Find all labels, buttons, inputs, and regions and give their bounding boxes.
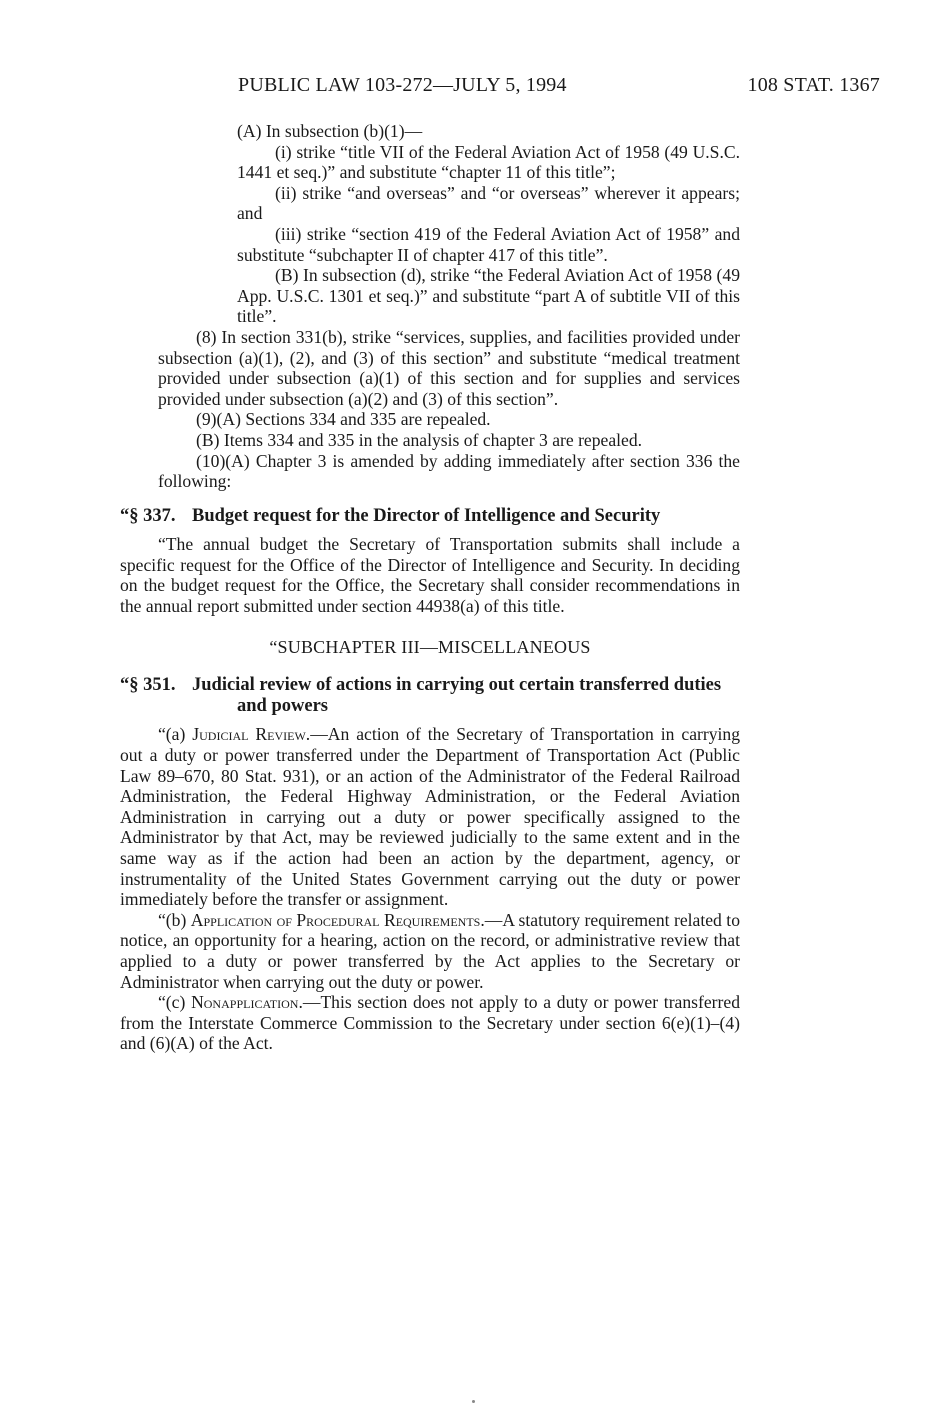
section-337-heading [120,506,740,527]
section-351-heading [120,675,740,716]
subsection-c-text: —This section does not apply to a duty or power transferred from the Interstate Commerce Commission to the Secretary under section 6(e)(1)–(4) and (6)(A) of the Act. [120,992,740,1054]
section-337-number: “§ 337. [120,505,176,526]
section-351-title: Judicial review of actions in carrying out certain transferred duties and powers [192,675,722,716]
subsection-b-text: —A statutory requirement related to notice, an opportunity for a hearing, action on the record, or administrative review that applied to a duty or power transferred by the Act applies to the Secretary or Administrator when carrying out the duty or power. [120,909,740,992]
subsection-c-prefix: “(c) [158,992,186,1013]
paragraph-a-subsection: (A) In subsection (b)(1)— [237,121,423,141]
paragraph-10a: (10)(A) Chapter 3 is amended by adding immediately after section 336 the following: [158,450,740,492]
section-337-text: “The annual budget the Secretary of Transportation submits shall include a specific request for the Office of the Director of Intelligence and Security. In deciding on the budget request for the Office, the Secretary shall consider recommendations in the annual report submitted under section 44938(a) of this title. [120,534,740,617]
section-337-title: Budget request for the Director of Intelligence and Security [192,505,661,526]
section-351-number: “§ 351. [120,675,176,696]
paragraph-9a: (9)(A) Sections 334 and 335 are repealed. [196,409,491,430]
section-351-subsection-b [120,910,740,992]
document-body [120,121,740,1054]
paragraph-i: (i) strike “title VII of the Federal Aviation Act of 1958 (49 U.S.C. 1441 et seq.)” and substitute “chapter 11 of this title”; [237,141,740,183]
paragraph-ii: (ii) strike “and overseas” and “or overseas” wherever it appears; and [237,182,740,224]
subsection-b-prefix: “(b) [158,909,187,930]
subsection-b-label: Application of Procedural Requirements. [190,909,485,930]
paragraph-8: (8) In section 331(b), strike “services, supplies, and facilities provided under subsection (a)(1), (2), and (3) of this section” and substitute “medical treatment provided under subsection (a)(1) of this section and for supplies and services provided under subsection (a)(2) and (3) of this section”. [158,326,740,409]
subsection-c-label: Nonapplication. [191,992,303,1013]
subchapter-heading: “SUBCHAPTER III—MISCELLANEOUS [269,636,591,657]
header-stat-page: 108 STAT. 1367 [747,74,880,96]
paragraph-9b: (B) Items 334 and 335 in the analysis of chapter 3 are repealed. [196,429,643,450]
section-351-subsection-c [120,992,740,1054]
subsection-a-text: —An action of the Secretary of Transportation in carrying out a duty or power transferred under the Department of Transportation Act (Public Law 89–670, 80 Stat. 931), or an action of the Administrator of the Federal Railroad Administration, the Federal Highway Administration, or the Federal Aviation Administration in carrying out a duty or power specifically assigned to the Administrator by that Act, may be reviewed judicially to the same extent and in the same way as if the action had been an action by the department, agency, or instrumentality of the United States Government carrying out the duty or power immediately before the transfer or assignment. [120,724,740,910]
subsection-a-prefix: “(a) [158,724,186,745]
header-title: PUBLIC LAW 103-272—JULY 5, 1994 [238,74,567,96]
paragraph-b-subsection: (B) In subsection (d), strike “the Federal Aviation Act of 1958 (49 App. U.S.C. 1301 et seq.)” and substitute “part A of subtitle VII of this title”. [237,265,740,327]
running-header [120,74,880,102]
subsection-a-label: Judicial Review. [192,724,311,745]
section-351-subsection-a [120,724,740,909]
scan-mark [472,1400,475,1403]
paragraph-iii: (iii) strike “section 419 of the Federal Aviation Act of 1958” and substitute “subchapter II of chapter 417 of this title”. [237,223,740,265]
